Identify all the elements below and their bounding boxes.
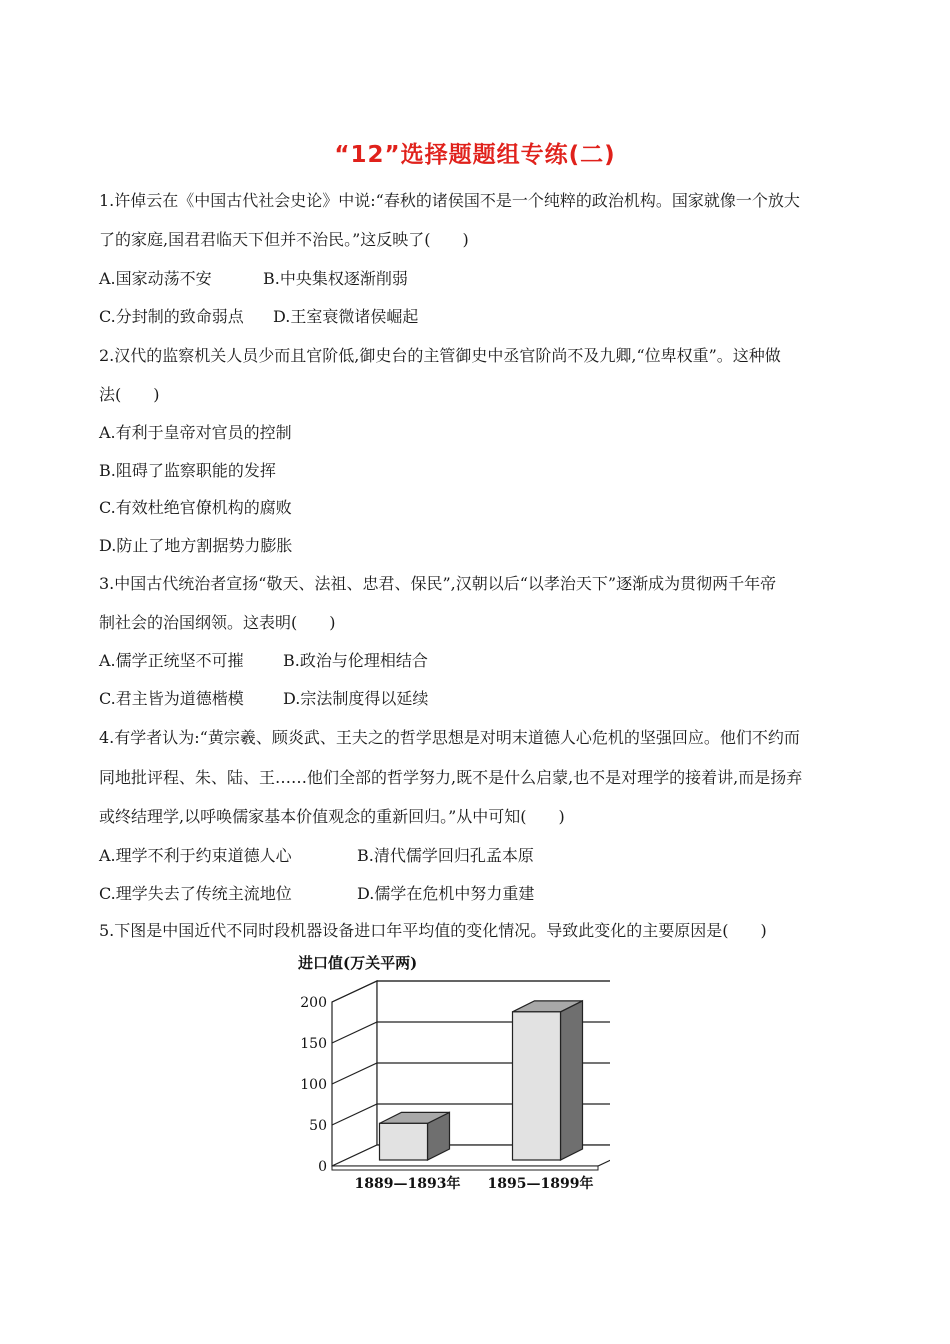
q1-stem-line2: 了的家庭,国君君临天下但并不治民。”这反映了( ) [99,230,469,249]
q4-stem-line2: 同地批评程、朱、陆、王……他们全部的哲学努力,既不是什么启蒙,也不是对理学的接着讲,而是扬弃 [99,768,803,787]
y-tick-label: 0 [318,1159,327,1175]
q2-option-a: A.有利于皇帝对官员的控制 [99,423,292,442]
import-value-bar-chart [290,946,610,1196]
q2-stem-line2: 法( ) [99,385,160,404]
page-title: “12”选择题题组专练(二) [334,142,616,168]
q1-option-b: B.中央集权逐渐削弱 [263,269,408,288]
q4-stem-line1: 4.有学者认为:“黄宗羲、顾炎武、王夫之的哲学思想是对明末道德人心危机的坚强回应。他们不约而 [99,728,800,747]
q5-stem-line1: 5.下图是中国近代不同时段机器设备进口年平均值的变化情况。导致此变化的主要原因是( ) [99,921,767,940]
bar [513,1012,561,1160]
y-axis-label: 进口值(万关平两) [298,954,418,972]
x-category-label: 1889—1893年 [354,1176,461,1192]
q4-option-c: C.理学失去了传统主流地位 [99,884,292,903]
x-category-label: 1895—1899年 [487,1176,594,1192]
q1-option-c: C.分封制的致命弱点 [99,307,244,326]
q1-option-a: A.国家动荡不安 [99,269,212,288]
y-tick-label: 100 [300,1077,327,1093]
y-tick-label: 200 [300,995,327,1011]
q1-option-d: D.王室衰微诸侯崛起 [273,307,419,326]
bar [380,1123,428,1160]
bar-side [561,1001,583,1160]
q3-option-d: D.宗法制度得以延续 [283,689,429,708]
q3-option-c: C.君主皆为道德楷模 [99,689,244,708]
chart-floor-edge [332,1166,598,1170]
q4-stem-line3: 或终结理学,以呼唤儒家基本价值观念的重新回归。”从中可知( ) [99,807,565,826]
q2-option-b: B.阻碍了监察职能的发挥 [99,461,276,480]
y-tick-label: 50 [309,1118,327,1134]
q3-stem-line2: 制社会的治国纲领。这表明( ) [99,613,336,632]
y-tick-label: 150 [300,1036,327,1052]
q4-option-d: D.儒学在危机中努力重建 [357,884,535,903]
q2-stem-line1: 2.汉代的监察机关人员少而且官阶低,御史台的主管御史中丞官阶尚不及九卿,“位卑权重”。这种做 [99,346,781,365]
q3-option-a: A.儒学正统坚不可摧 [99,651,244,670]
q3-option-b: B.政治与伦理相结合 [283,651,428,670]
q4-option-b: B.清代儒学回归孔孟本原 [357,846,534,865]
q4-option-a: A.理学不利于约束道德人心 [99,846,292,865]
q3-stem-line1: 3.中国古代统治者宣扬“敬天、法祖、忠君、保民”,汉朝以后“以孝治天下”逐渐成为贯彻两千年帝 [99,574,777,593]
q2-option-d: D.防止了地方割据势力膨胀 [99,536,293,555]
q2-option-c: C.有效杜绝官僚机构的腐败 [99,498,292,517]
q1-stem-line1: 1.许倬云在《中国古代社会史论》中说:“春秋的诸侯国不是一个纯粹的政治机构。国家就像一个放大 [99,191,800,210]
